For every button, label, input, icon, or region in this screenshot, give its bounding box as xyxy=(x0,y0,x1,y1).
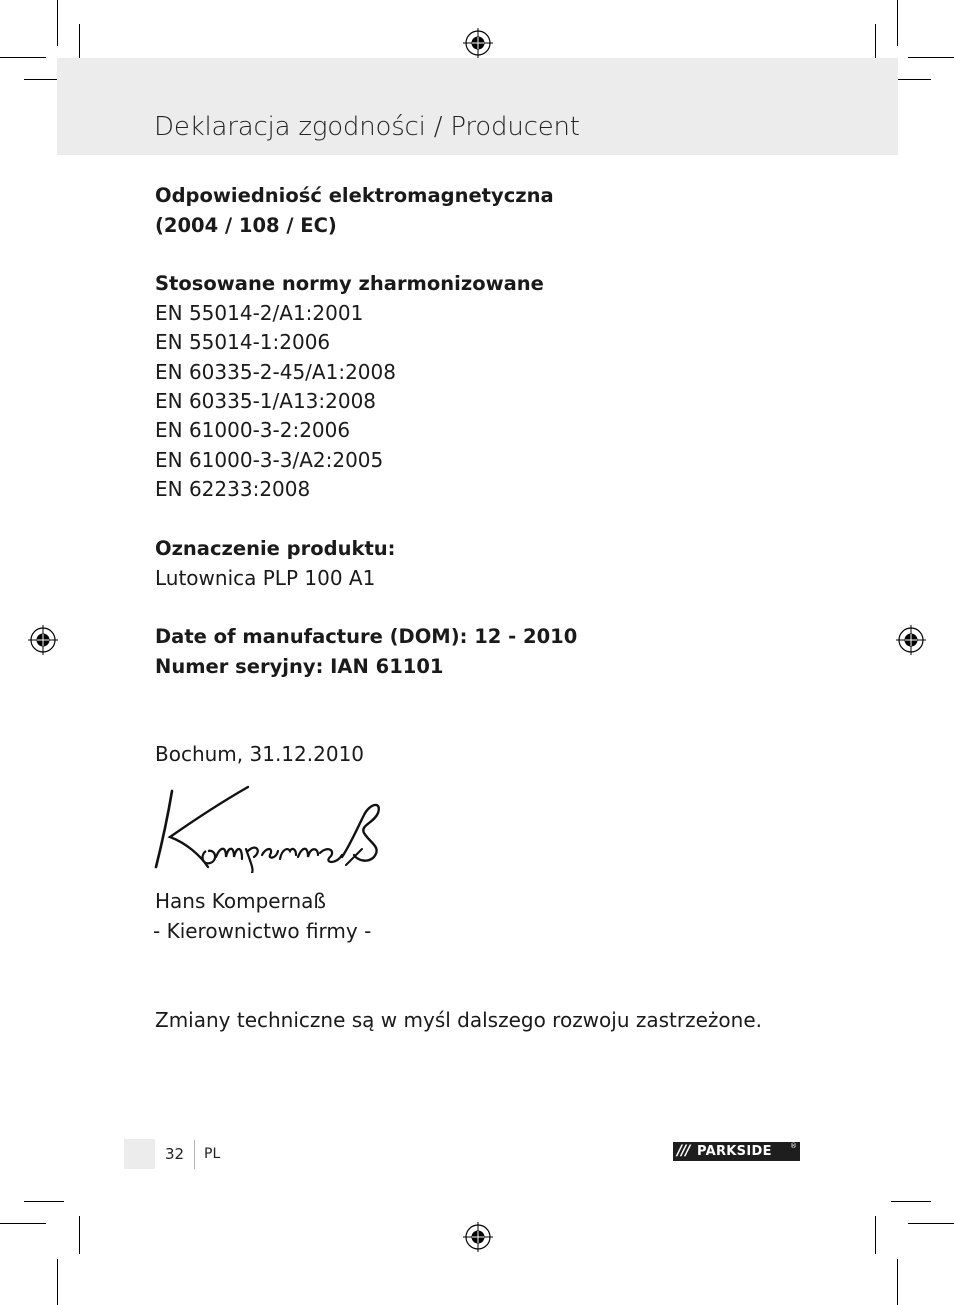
crop-mark xyxy=(79,24,80,62)
standard-item: EN 61000-3-2:2006 xyxy=(155,418,351,442)
emc-heading: Odpowiedniość elektromagnetyczna xyxy=(155,184,554,207)
crop-mark xyxy=(908,57,954,58)
product-name: Lutownica PLP 100 A1 xyxy=(155,566,376,590)
crop-mark xyxy=(897,1259,898,1305)
crop-mark xyxy=(897,0,898,46)
registered-mark: ® xyxy=(790,1142,797,1150)
crop-mark xyxy=(57,0,58,46)
crop-mark xyxy=(0,1223,46,1224)
logo-slashes: /// xyxy=(677,1143,690,1159)
crop-mark xyxy=(79,1216,80,1254)
crop-mark xyxy=(891,1201,931,1202)
standard-item: EN 62233:2008 xyxy=(155,477,311,501)
footer-divider xyxy=(194,1140,195,1169)
serial-number: Numer seryjny: IAN 61101 xyxy=(155,655,444,678)
standard-item: EN 60335-2-45/A1:2008 xyxy=(155,360,396,384)
crop-mark xyxy=(0,57,46,58)
registration-mark-icon xyxy=(27,624,59,656)
emc-directive: (2004 / 108 / EC) xyxy=(155,214,337,237)
registration-mark-icon xyxy=(895,624,927,656)
signatory-role: - Kierownictwo firmy - xyxy=(153,919,372,943)
footer-tab xyxy=(124,1139,155,1169)
language-code: PL xyxy=(204,1146,221,1162)
crop-mark xyxy=(24,1201,64,1202)
standard-item: EN 55014-1:2006 xyxy=(155,330,331,354)
crop-mark xyxy=(908,1223,954,1224)
technical-notice: Zmiany techniczne są w myśl dalszego rozwoju zastrzeżone. xyxy=(155,1008,762,1032)
standard-item: EN 61000-3-3/A2:2005 xyxy=(155,448,384,472)
place-date: Bochum, 31.12.2010 xyxy=(155,742,365,766)
manufacture-date: Date of manufacture (DOM): 12 - 2010 xyxy=(155,625,578,648)
page-number: 32 xyxy=(165,1145,185,1163)
crop-mark xyxy=(875,24,876,62)
standard-item: EN 55014-2/A1:2001 xyxy=(155,301,364,325)
standards-heading: Stosowane normy zharmonizowane xyxy=(155,272,544,295)
registration-mark-icon xyxy=(462,27,494,59)
crop-mark xyxy=(875,1216,876,1254)
product-heading: Oznaczenie produktu: xyxy=(155,537,396,560)
signature xyxy=(150,785,386,873)
crop-mark xyxy=(57,1259,58,1305)
page-title: Deklaracja zgodności / Producent xyxy=(154,112,580,142)
signatory-name: Hans Kompernaß xyxy=(155,889,326,913)
standard-item: EN 60335-1/A13:2008 xyxy=(155,389,377,413)
logo-text: PARKSIDE xyxy=(697,1144,772,1159)
parkside-logo xyxy=(673,1142,800,1161)
registration-mark-icon xyxy=(462,1221,494,1253)
